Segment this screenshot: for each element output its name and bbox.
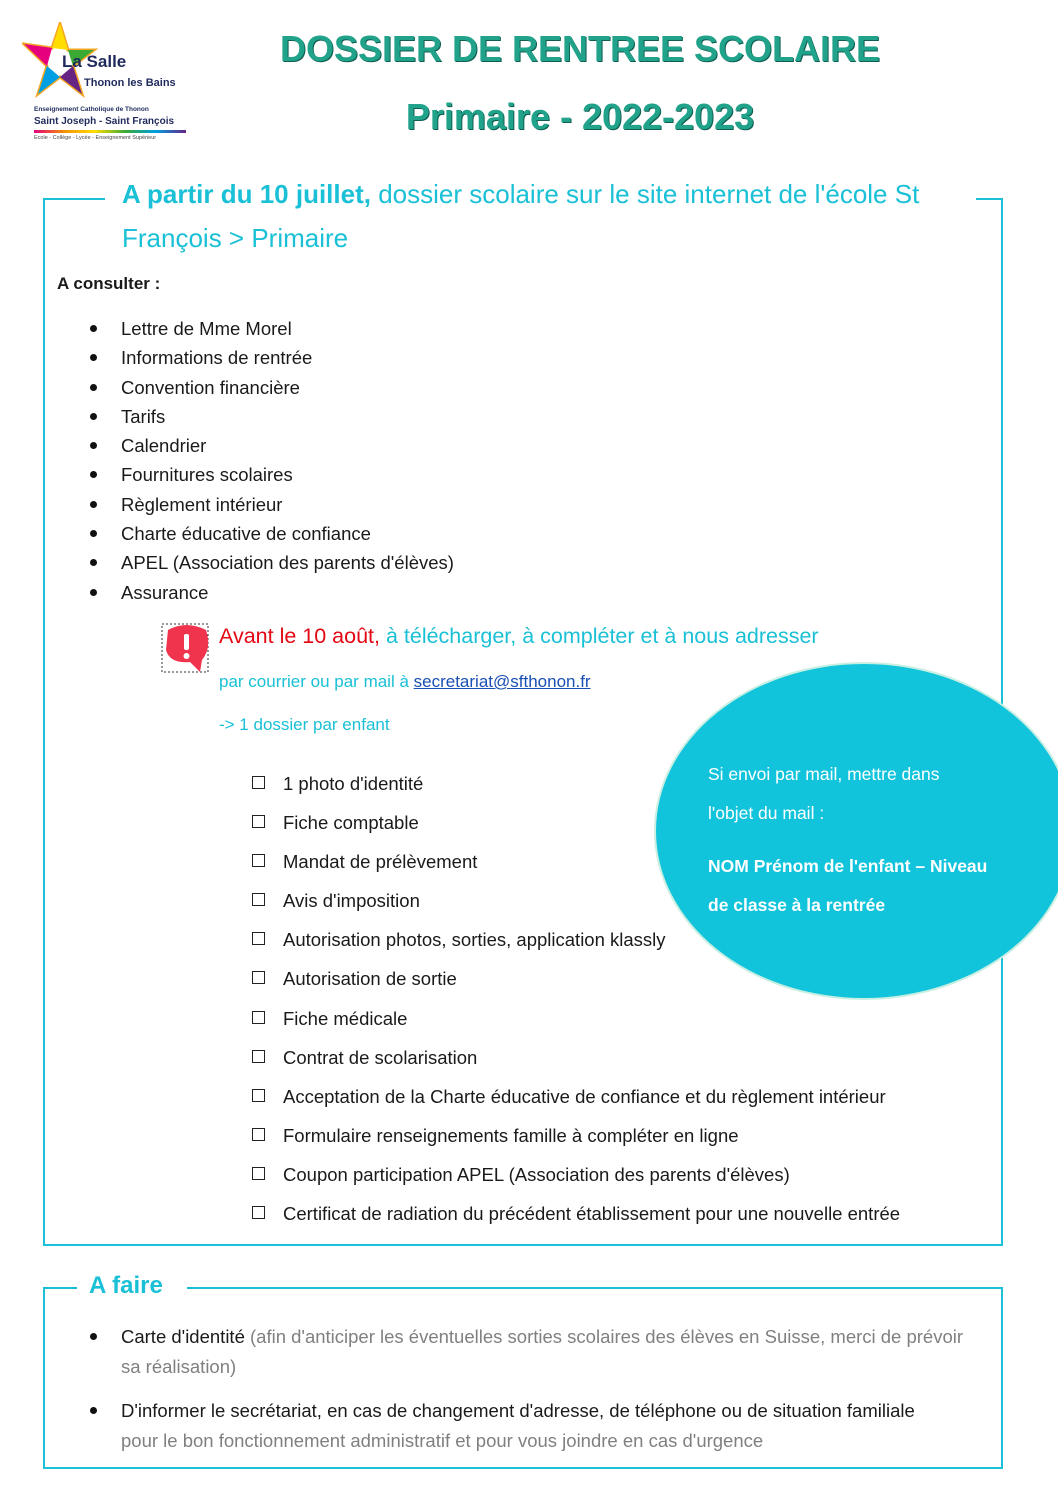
checklist-item <box>252 1040 900 1079</box>
checkbox[interactable] <box>252 1050 265 1063</box>
todo-item <box>90 1322 970 1382</box>
todo-note: (afin d'anticiper les éventuelles sorties scolaires des élèves en Suisse, merci de prévoir sa réalisation) <box>121 1326 964 1377</box>
checkbox[interactable] <box>252 1167 265 1180</box>
per-child-note: -> 1 dossier par enfant <box>219 715 390 734</box>
checkbox[interactable] <box>252 1011 265 1024</box>
bubble-line: l'objet du mail : <box>708 803 825 823</box>
bubble-subject-line: NOM Prénom de l'enfant – Niveau <box>708 856 988 876</box>
send-text: par courrier ou par mail à <box>219 672 414 691</box>
consult-item: Tarifs <box>90 402 454 431</box>
deadline-date: Avant le 10 août, <box>219 624 380 648</box>
logo-subtitle: Enseignement Catholique de Thonon <box>34 106 149 113</box>
consult-label: A consulter : <box>57 274 161 293</box>
checkbox[interactable] <box>252 776 265 789</box>
consult-item: Convention financière <box>90 373 454 402</box>
logo-schools: Saint Joseph - Saint François <box>34 116 175 127</box>
deadline-instructions: à télécharger, à compléter et à nous adresser <box>379 624 819 648</box>
checkbox[interactable] <box>252 971 265 984</box>
consult-item: Charte éducative de confiance <box>90 519 454 548</box>
checkbox[interactable] <box>252 854 265 867</box>
dossier-section-heading <box>118 172 976 260</box>
consult-item: Calendrier <box>90 431 454 460</box>
todo-note: pour le bon fonctionnement administratif et pour vous joindre en cas d'urgence <box>121 1430 764 1451</box>
checklist-label: Avis d'imposition <box>283 890 420 912</box>
consult-item: Assurance <box>90 578 454 607</box>
email-subject-bubble <box>654 662 1058 1000</box>
consult-item: Fournitures scolaires <box>90 460 454 489</box>
bubble-subject-line: de classe à la rentrée <box>708 895 886 915</box>
checklist-label: Fiche médicale <box>283 1007 408 1029</box>
checklist-item <box>252 1079 900 1118</box>
checkbox[interactable] <box>252 1089 265 1102</box>
todo-main: Carte d'identité <box>121 1326 245 1347</box>
checklist-label: Mandat de prélèvement <box>283 851 478 873</box>
send-instructions <box>219 672 591 692</box>
checklist-item <box>252 1118 900 1157</box>
deadline-text <box>219 624 819 649</box>
logo-name: La Salle <box>62 52 127 71</box>
logo-rainbow-bar <box>34 130 186 133</box>
checkbox[interactable] <box>252 815 265 828</box>
checkbox[interactable] <box>252 893 265 906</box>
checkbox[interactable] <box>252 1206 265 1219</box>
email-link[interactable]: secretariat@sfthonon.fr <box>413 672 591 691</box>
todo-main: D'informer le secrétariat, en cas de changement d'adresse, de téléphone ou de situation familiale <box>121 1400 915 1421</box>
consult-item: Règlement intérieur <box>90 490 454 519</box>
exclamation-alert-icon <box>160 620 212 676</box>
heading-date: A partir du 10 juillet, <box>122 179 371 209</box>
consult-list <box>90 314 454 607</box>
page-subtitle: Primaire - 2022-2023 <box>405 96 755 137</box>
checklist-label: Autorisation de sortie <box>283 968 457 990</box>
logo-city: Thonon les Bains <box>84 77 176 89</box>
checklist-label: Autorisation photos, sorties, application klassly <box>283 929 666 951</box>
checklist-label: Certificat de radiation du précédent établissement pour une nouvelle entrée <box>283 1203 901 1225</box>
school-logo <box>22 22 182 147</box>
checklist-item <box>252 1196 900 1235</box>
consult-item: Informations de rentrée <box>90 343 454 372</box>
checklist-label: 1 photo d'identité <box>283 773 424 794</box>
checklist-label: Contrat de scolarisation <box>283 1046 478 1068</box>
checkbox[interactable] <box>252 932 265 945</box>
todo-item <box>90 1396 970 1456</box>
logo-tagline: Ecole - Collège - Lycée - Enseignement Supérieur <box>34 135 157 141</box>
checklist-item <box>252 1001 900 1040</box>
checklist-label: Coupon participation APEL (Association des parents d'élèves) <box>283 1163 790 1185</box>
checkbox[interactable] <box>252 1128 265 1141</box>
checklist-label: Acceptation de la Charte éducative de confiance et du règlement intérieur <box>283 1085 886 1107</box>
todo-section-heading: A faire <box>81 1272 171 1300</box>
consult-item: Lettre de Mme Morel <box>90 314 454 343</box>
consult-item: APEL (Association des parents d'élèves) <box>90 548 454 577</box>
checklist-label: Formulaire renseignements famille à compléter en ligne <box>283 1124 739 1146</box>
bubble-line: Si envoi par mail, mettre dans <box>708 764 940 784</box>
checklist-item <box>252 1157 900 1196</box>
heading-text: dossier scolaire sur le site internet de l'école St François > Primaire <box>122 179 920 253</box>
checklist-label: Fiche comptable <box>283 812 419 834</box>
page-title: DOSSIER DE RENTREE SCOLAIRE <box>279 28 881 69</box>
